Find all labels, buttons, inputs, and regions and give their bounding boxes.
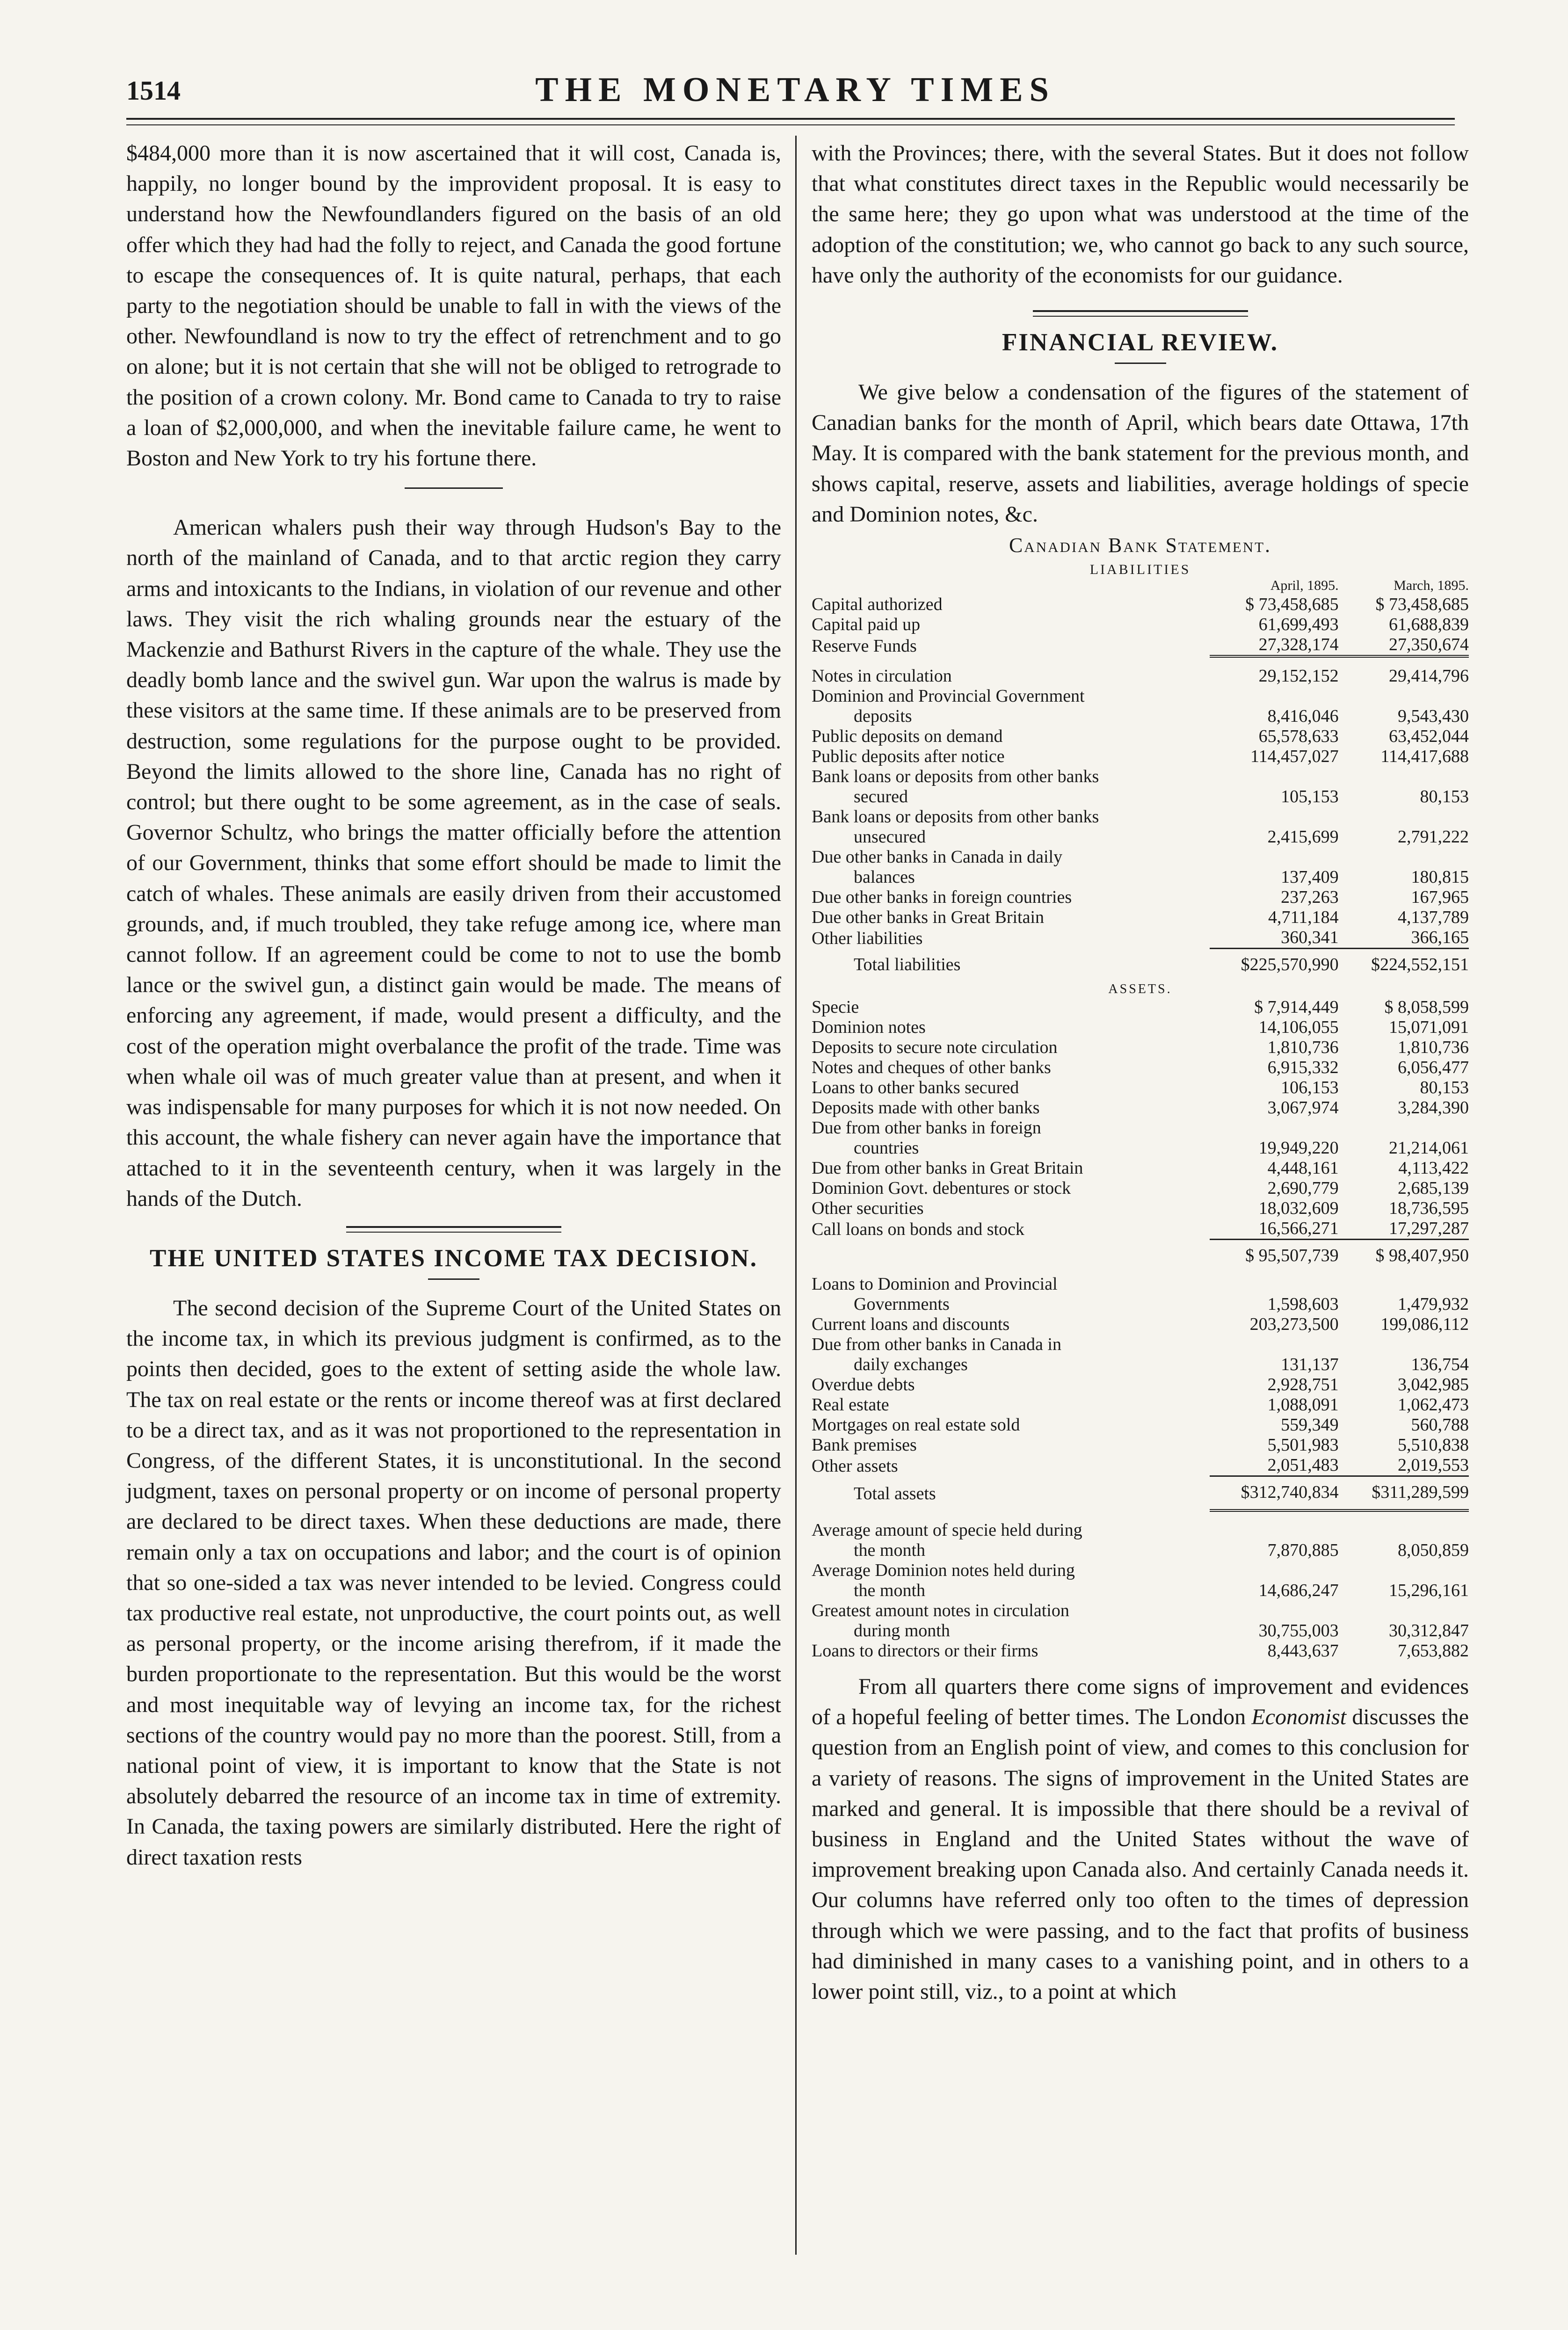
march-value: 366,165 bbox=[1348, 928, 1469, 949]
capital-rows bbox=[812, 595, 1469, 656]
march-value: 2,791,222 bbox=[1398, 827, 1469, 847]
march-value: 6,056,477 bbox=[1398, 1058, 1469, 1078]
march-value: 3,042,985 bbox=[1398, 1375, 1469, 1395]
table-row bbox=[812, 1561, 1469, 1601]
table-row bbox=[812, 615, 1469, 635]
row-label: Notes and cheques of other banks bbox=[812, 1058, 1051, 1078]
row-label: Dominion and Provincial Government deposits bbox=[812, 686, 1085, 726]
row-label: Bank loans or deposits from other banks unsecured bbox=[812, 807, 1099, 847]
page-number: 1514 bbox=[126, 75, 181, 106]
april-value: 6,915,332 bbox=[1267, 1058, 1339, 1078]
row-label: Public deposits on demand bbox=[812, 726, 1003, 747]
row-label: Notes in circulation bbox=[812, 666, 952, 686]
march-value: 5,510,838 bbox=[1398, 1435, 1469, 1455]
april-value: 2,928,751 bbox=[1267, 1375, 1339, 1395]
table-row bbox=[812, 1335, 1469, 1375]
april-value: 4,711,184 bbox=[1268, 907, 1339, 928]
april-value: $ 73,458,685 bbox=[1245, 595, 1339, 615]
income-tax-heading: THE UNITED STATES INCOME TAX DECISION. bbox=[150, 1244, 758, 1272]
section-double-rule bbox=[346, 1226, 561, 1233]
table-row bbox=[812, 1641, 1469, 1661]
right-column bbox=[812, 138, 1469, 2007]
table-row bbox=[812, 595, 1469, 615]
march-value: 3,284,390 bbox=[1398, 1098, 1469, 1118]
march-value: 30,312,847 bbox=[1389, 1621, 1469, 1641]
march-value: 560,788 bbox=[1411, 1415, 1469, 1435]
march-value: 180,815 bbox=[1411, 867, 1469, 887]
column-divider bbox=[795, 136, 797, 2255]
table-row bbox=[812, 1314, 1469, 1335]
april-value: 237,263 bbox=[1281, 887, 1339, 907]
separator-rule bbox=[405, 487, 503, 489]
april-value: 1,810,736 bbox=[1267, 1038, 1339, 1058]
row-label: Specie bbox=[812, 997, 859, 1017]
april-value: 18,032,609 bbox=[1258, 1198, 1339, 1219]
row-label: Overdue debts bbox=[812, 1375, 915, 1395]
masthead-title: THE MONETARY TIMES bbox=[535, 71, 1055, 109]
april-value: 14,106,055 bbox=[1258, 1017, 1339, 1038]
row-label: Due other banks in foreign countries bbox=[812, 887, 1072, 907]
financial-review-intro: We give below a condensation of the figures of the statement of Canadian banks for the month of April, which bears date Ottawa, 17th May. It is compared with the bank statement for the previous month, and shows capital, reserve, assets and liabilities, average holdings of specie and Dominion notes, &c. bbox=[812, 380, 1469, 527]
march-value: 21,214,061 bbox=[1389, 1138, 1469, 1158]
row-label: Other securities bbox=[812, 1198, 924, 1219]
column-header-row bbox=[812, 579, 1469, 595]
row-label: Other liabilities bbox=[812, 928, 923, 948]
march-value: $ 8,058,599 bbox=[1384, 997, 1469, 1017]
april-value: 8,416,046 bbox=[1267, 706, 1339, 726]
newfoundland-paragraph: $484,000 more than it is now ascertained that it will cost, Canada is, happily, no longer bound by the improvident proposal. It is easy to understand how the Newfoundlanders figured on the basis of an old offer which they had had the folly to reject, and Canada the good fortune to escape the consequences of. It is quite natural, perhaps, that each party to the negotiation should be unable to fall in with the views of the other. Newfoundland is now to try the effect of retrenchment and to go on alone; but it is not certain that she will not be obliged to retrograde to the position of a crown colony. Mr. Bond came to Canada to try to raise a loan of $2,000,000, and when the inevitable failure came, he went to Boston and New York to try his fortune there. bbox=[126, 141, 781, 471]
march-value: 1,062,473 bbox=[1398, 1395, 1469, 1415]
row-label: Capital authorized bbox=[812, 595, 943, 615]
table-row bbox=[812, 807, 1469, 847]
table-row bbox=[812, 1017, 1469, 1038]
table-row bbox=[812, 1178, 1469, 1198]
liabilities-rows bbox=[812, 666, 1469, 949]
row-label: Average Dominion notes held during the month bbox=[812, 1561, 1075, 1601]
table-row bbox=[812, 997, 1469, 1017]
march-value: 4,113,422 bbox=[1398, 1158, 1469, 1178]
left-column bbox=[126, 138, 781, 1873]
income-tax-continued-paragraph: with the Provinces; there, with the several States. But it does not follow that what constitutes direct taxes in the Republic would necessarily be the same here; they go upon what was understood at the time of the adoption of the constitution; we, who cannot go back to any such source, have only the authority of the economists for our guidance. bbox=[812, 141, 1469, 288]
march-value: 2,685,139 bbox=[1398, 1178, 1469, 1198]
march-value: 8,050,859 bbox=[1398, 1540, 1469, 1561]
march-value: 167,965 bbox=[1411, 887, 1469, 907]
april-value: 14,686,247 bbox=[1258, 1581, 1339, 1601]
april-value: 137,409 bbox=[1281, 867, 1339, 887]
total-assets-row: Total assets $312,740,834 $311,289,599 bbox=[812, 1476, 1469, 1511]
table-row bbox=[812, 1520, 1469, 1561]
assets-rows bbox=[812, 997, 1469, 1240]
row-label: Loans to Dominion and Provincial Governments bbox=[812, 1274, 1058, 1314]
row-label: Due other banks in Great Britain bbox=[812, 907, 1045, 928]
table-row bbox=[812, 1601, 1469, 1641]
row-label: Due from other banks in foreign countries bbox=[812, 1118, 1041, 1158]
april-value: 1,088,091 bbox=[1267, 1395, 1339, 1415]
assets-heading: ASSETS. bbox=[1108, 982, 1172, 997]
table-row bbox=[812, 1274, 1469, 1314]
bank-statement-title: Canadian Bank Statement. bbox=[1009, 534, 1272, 557]
row-label: Other assets bbox=[812, 1456, 898, 1476]
total-liabilities-row: Total liabilities $225,570,990 $224,552,151 bbox=[854, 955, 1469, 975]
assets-subtotal-row: $ 95,507,739 $ 98,407,950 bbox=[1245, 1246, 1469, 1266]
table-row bbox=[812, 1435, 1469, 1455]
liabilities-heading: LIABILITIES bbox=[1089, 562, 1191, 578]
row-label: Due from other banks in Canada in daily exchanges bbox=[812, 1335, 1061, 1375]
row-label: Loans to directors or their firms bbox=[812, 1641, 1038, 1661]
april-value: 61,699,493 bbox=[1258, 615, 1339, 635]
april-value: 29,152,152 bbox=[1258, 666, 1339, 686]
march-value: 4,137,789 bbox=[1398, 907, 1469, 928]
table-row bbox=[812, 1078, 1469, 1098]
row-label: Dominion notes bbox=[812, 1017, 926, 1038]
april-value: 65,578,633 bbox=[1258, 726, 1339, 747]
row-label: Current loans and discounts bbox=[812, 1314, 1010, 1335]
april-value: 4,448,161 bbox=[1267, 1158, 1339, 1178]
april-value: 559,349 bbox=[1281, 1415, 1339, 1435]
table-row bbox=[812, 1038, 1469, 1058]
march-value: 7,653,882 bbox=[1398, 1641, 1469, 1661]
income-tax-paragraph: The second decision of the Supreme Court of the United States on the income tax, in which its previous judgment is confirmed, as to the points then decided, goes to the extent of setting aside the whole law. The tax on real estate or the rents or income thereof was at first declared to be a direct tax, and as it was not proportioned to the representation in Congress, of the different States, it is unconstitutional. In the second judgment, taxes on personal property or on income of personal property are declared to be direct taxes. When these deductions are made, there remain only a tax on occupations and labor; and the court is of opinion that so one-sided a tax was never intended to be levied. Congress could tax productive real estate, not unproductive, the court points out, as well as personal property, or the income arising therefrom, if it made the burden proportionate to the representation. But this would be the worst and most inequitable way of levying an income tax, for the richest sections of the country would pay no more than the poorest. Still, from a national point of view, it is important to know that the State is not absolutely debarred the resource of an income tax in time of extremity. In Canada, the taxing powers are similarly distributed. Here the right of direct taxation rests bbox=[126, 1295, 781, 1870]
april-value: 114,457,027 bbox=[1250, 747, 1339, 767]
row-label: Mortgages on real estate sold bbox=[812, 1415, 1020, 1435]
table-row bbox=[812, 726, 1469, 747]
whalers-paragraph: American whalers push their way through Hudson's Bay to the north of the mainland of Canada, and to that arctic region they carry arms and intoxicants to the Indians, in violation of our revenue and other laws. They visit the rich whaling grounds near the estuary of the Mackenzie and Bathurst Rivers in the capture of the whale. They use the deadly bomb lance and the swivel gun. War upon the walrus is made by these visitors at the same time. If these animals are to be preserved from destruction, some regulations for the purpose ought to be provided. Beyond the limits allowed to the shore line, Canada has no right of control; but there ought to be some agreement, as in the case of seals. Governor Schultz, who brings the matter officially before the attention of our Government, thinks that some effort should be made to limit the catch of whales. These animals are easily driven from their accustomed grounds, and, if much troubled, they take refuge among ice, where man cannot follow. If an agreement could be come to not to use the bomb lance or the swivel gun, a distinct gain would be made. The means of enforcing any agreement, if made, would present a difficulty, and the cost of the operation might overbalance the profit of the trade. Time was when whale oil was of much greater value than at present, and when it was indispensable for many purposes for which it is not now needed. On this account, the whale fishery can never again have the importance that attached to it in the seventeenth century, when it was largely in the hands of the Dutch. bbox=[126, 515, 781, 1211]
april-value: 131,137 bbox=[1281, 1355, 1339, 1375]
section-double-rule bbox=[1033, 310, 1248, 317]
march-value: 29,414,796 bbox=[1389, 666, 1469, 686]
april-value: $ 7,914,449 bbox=[1254, 997, 1339, 1017]
april-value: 30,755,003 bbox=[1258, 1621, 1339, 1641]
table-row bbox=[812, 1415, 1469, 1435]
april-value: 2,051,483 bbox=[1210, 1455, 1348, 1476]
table-row bbox=[812, 847, 1469, 887]
table-row bbox=[812, 1118, 1469, 1158]
row-label: Reserve Funds bbox=[812, 636, 917, 656]
table-row bbox=[812, 1395, 1469, 1415]
march-value: 1,479,932 bbox=[1398, 1294, 1469, 1314]
april-value: 19,949,220 bbox=[1258, 1138, 1339, 1158]
march-value: 17,297,287 bbox=[1348, 1219, 1469, 1240]
march-value: 80,153 bbox=[1420, 1078, 1469, 1098]
averages-rows bbox=[812, 1520, 1469, 1661]
march-value: 199,086,112 bbox=[1380, 1314, 1469, 1335]
april-value: 105,153 bbox=[1281, 787, 1339, 807]
table-row bbox=[812, 767, 1469, 807]
march-value: 63,452,044 bbox=[1389, 726, 1469, 747]
march-value: $ 73,458,685 bbox=[1375, 595, 1469, 615]
row-label: Dominion Govt. debentures or stock bbox=[812, 1178, 1071, 1198]
row-label: Real estate bbox=[812, 1395, 889, 1415]
financial-review-heading: FINANCIAL REVIEW. bbox=[1002, 329, 1278, 356]
march-column-header: March, 1895. bbox=[1394, 578, 1469, 594]
march-value: 27,350,674 bbox=[1348, 635, 1469, 656]
april-value: 203,273,500 bbox=[1249, 1314, 1339, 1335]
march-value: 15,296,161 bbox=[1389, 1581, 1469, 1601]
table-row bbox=[812, 1058, 1469, 1078]
heading-rule bbox=[428, 1278, 479, 1280]
april-value: 8,443,637 bbox=[1267, 1641, 1339, 1661]
row-label: Average amount of specie held during the month bbox=[812, 1520, 1082, 1561]
row-label: Call loans on bonds and stock bbox=[812, 1219, 1024, 1239]
table-row bbox=[812, 1198, 1469, 1219]
table-row bbox=[812, 635, 1469, 656]
row-label: Capital paid up bbox=[812, 615, 921, 635]
bank-statement-table bbox=[812, 579, 1469, 1661]
april-value: 27,328,174 bbox=[1210, 635, 1348, 656]
march-value: 18,736,595 bbox=[1389, 1198, 1469, 1219]
april-column-header: April, 1895. bbox=[1270, 578, 1339, 594]
april-value: 2,415,699 bbox=[1267, 827, 1339, 847]
header-rule bbox=[126, 118, 1455, 120]
april-value: 360,341 bbox=[1210, 928, 1348, 949]
april-value: 5,501,983 bbox=[1267, 1435, 1339, 1455]
march-value: 114,417,688 bbox=[1380, 747, 1469, 767]
april-value: 7,870,885 bbox=[1267, 1540, 1339, 1561]
row-label: Loans to other banks secured bbox=[812, 1078, 1019, 1098]
table-row bbox=[812, 1375, 1469, 1395]
row-label: Bank premises bbox=[812, 1435, 917, 1455]
table-row bbox=[812, 1219, 1469, 1240]
table-row bbox=[812, 928, 1469, 949]
march-value: 9,543,430 bbox=[1398, 706, 1469, 726]
heading-rule bbox=[1115, 363, 1166, 364]
row-label: Deposits to secure note circulation bbox=[812, 1038, 1058, 1058]
table-row bbox=[812, 666, 1469, 686]
row-label: Greatest amount notes in circulation during month bbox=[812, 1601, 1069, 1641]
table-row bbox=[812, 1455, 1469, 1476]
march-value: 80,153 bbox=[1420, 787, 1469, 807]
table-row bbox=[812, 887, 1469, 907]
april-value: 16,566,271 bbox=[1210, 1219, 1348, 1240]
march-value: 136,754 bbox=[1411, 1355, 1469, 1375]
table-row bbox=[812, 747, 1469, 767]
economist-name: Economist bbox=[1251, 1705, 1347, 1730]
march-value: 2,019,553 bbox=[1348, 1455, 1469, 1476]
april-value: 3,067,974 bbox=[1267, 1098, 1339, 1118]
table-row bbox=[812, 686, 1469, 726]
row-label: Due from other banks in Great Britain bbox=[812, 1158, 1083, 1178]
header-rule-thin bbox=[126, 124, 1455, 125]
april-value: 2,690,779 bbox=[1267, 1178, 1339, 1198]
improvement-paragraph: From all quarters there come signs of improvement and evidences of a hopeful feeling of better times. The London Economist discusses the question from an English point of view, and comes to this conclusion for a variety of reasons. The signs of improvement in the United States are marked and general. It is impossible that there should be a revival of business in England and the United States without the wave of improvement breaking upon Canada also. And certainly Canada needs it. Our columns have referred only too often to the times of depression through which we were passing, and to the fact that profits of business had diminished in many cases to a vanishing point, and in others to a lower point still, viz., to a point at which bbox=[812, 1674, 1469, 2004]
other-assets-rows bbox=[812, 1274, 1469, 1476]
march-value: 1,810,736 bbox=[1398, 1038, 1469, 1058]
table-row bbox=[812, 1098, 1469, 1118]
row-label: Public deposits after notice bbox=[812, 747, 1005, 767]
march-value: 61,688,839 bbox=[1389, 615, 1469, 635]
row-label: Bank loans or deposits from other banks secured bbox=[812, 767, 1099, 807]
march-value: 15,071,091 bbox=[1389, 1017, 1469, 1038]
april-value: 106,153 bbox=[1281, 1078, 1339, 1098]
april-value: 1,598,603 bbox=[1267, 1294, 1339, 1314]
row-label: Deposits made with other banks bbox=[812, 1098, 1040, 1118]
table-row bbox=[812, 1158, 1469, 1178]
row-label: Due other banks in Canada in daily balances bbox=[812, 847, 1063, 887]
table-row bbox=[812, 907, 1469, 928]
assets-heading-row bbox=[812, 981, 1469, 997]
